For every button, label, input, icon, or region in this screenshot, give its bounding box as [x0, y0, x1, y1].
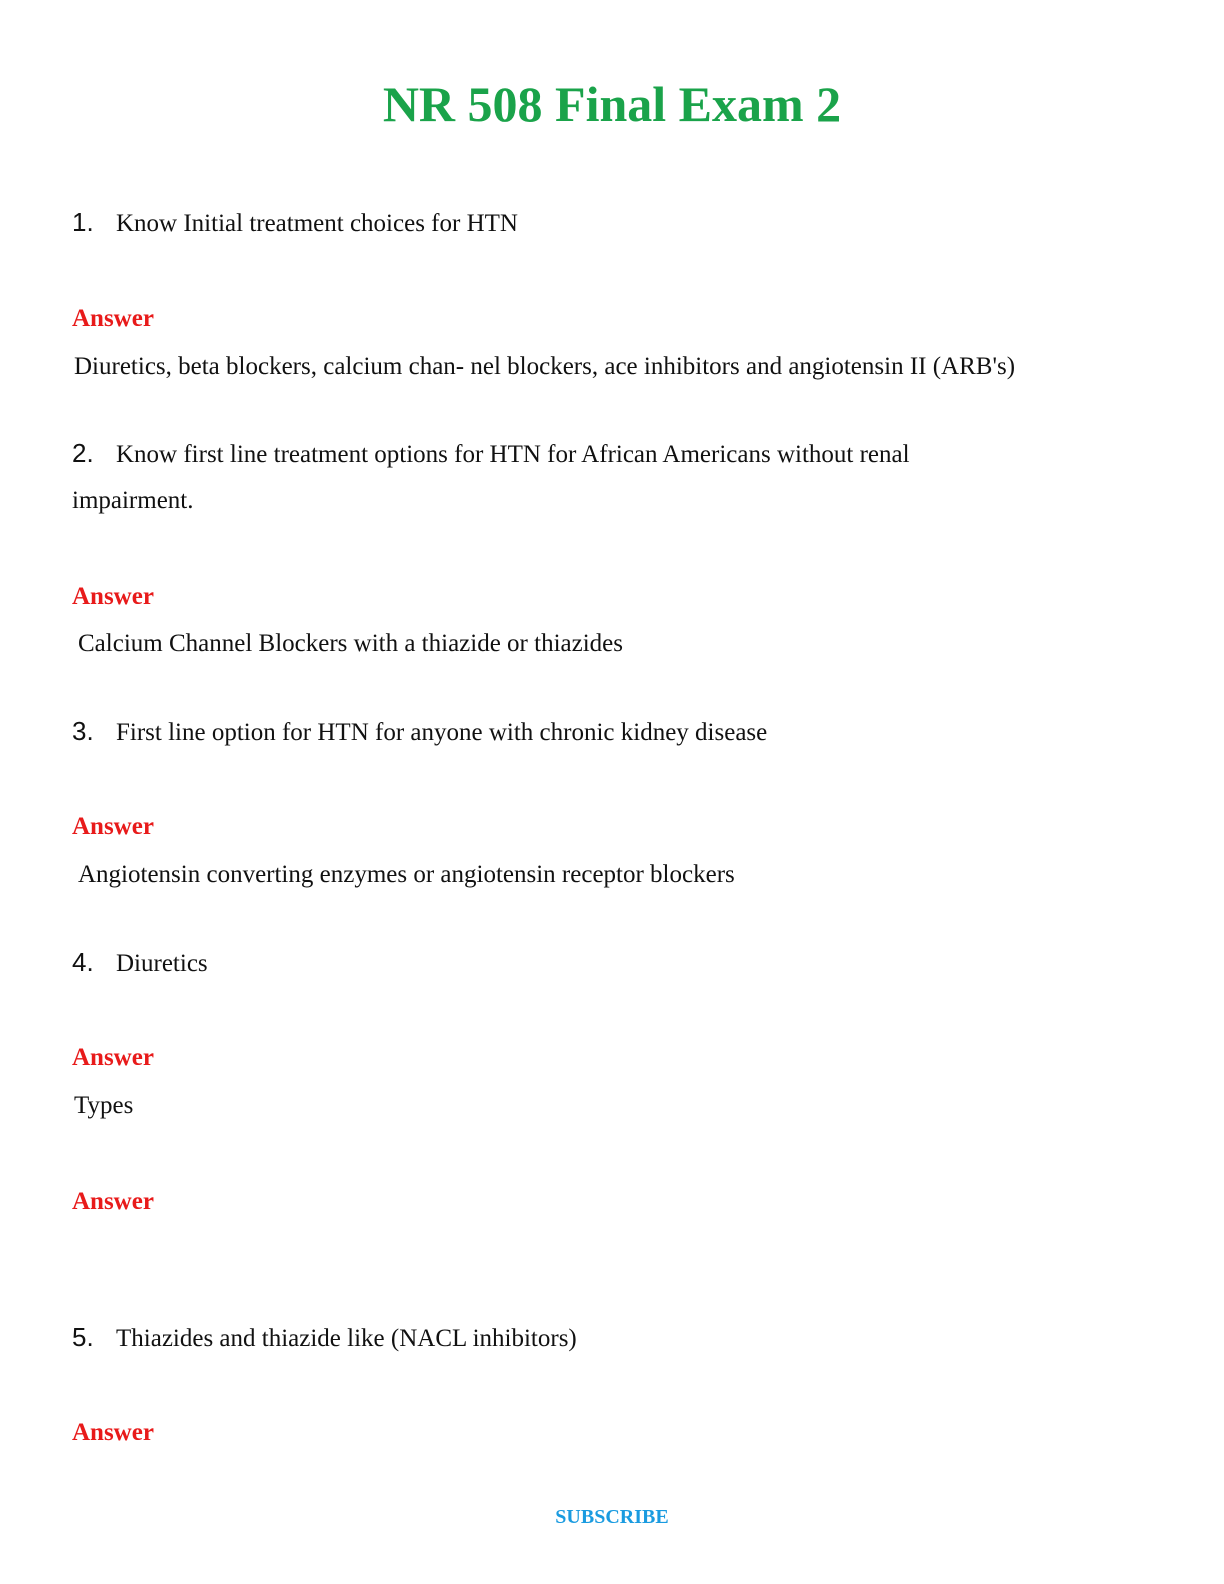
answer-label: Answer	[72, 1188, 154, 1215]
question-text: Thiazides and thiazide like (NACL inhibitors)	[116, 1325, 577, 1352]
answer-text: Types	[74, 1092, 134, 1119]
subscribe-link[interactable]: SUBSCRIBE	[555, 1506, 669, 1528]
question-text: First line option for HTN for anyone with chronic kidney disease	[116, 719, 768, 746]
question-number: 2.	[72, 438, 94, 468]
question-text-continuation: impairment.	[72, 487, 194, 514]
page-title: NR 508 Final Exam 2	[382, 76, 842, 132]
answer-text: Diuretics, beta blockers, calcium chan- nel blockers, ace inhibitors and angiotensin II (ARB's)	[74, 353, 1016, 380]
question-text: Know first line treatment options for HTN for African Americans without renal	[116, 441, 910, 468]
question-3	[72, 707, 767, 757]
answer-label: Answer	[72, 305, 154, 332]
question-5	[72, 1313, 577, 1363]
question-text: Know Initial treatment choices for HTN	[116, 210, 518, 237]
question-number: 4.	[72, 947, 94, 977]
answer-label: Answer	[72, 1419, 154, 1446]
question-4	[72, 938, 208, 988]
question-text: Diuretics	[116, 950, 208, 977]
question-number: 5.	[72, 1322, 94, 1352]
answer-text: Calcium Channel Blockers with a thiazide or thiazides	[78, 630, 623, 657]
answer-label: Answer	[72, 1044, 154, 1071]
answer-text: Angiotensin converting enzymes or angiotensin receptor blockers	[78, 861, 735, 888]
question-2-continuation	[72, 477, 194, 525]
question-number: 1.	[72, 207, 94, 237]
question-number: 3.	[72, 716, 94, 746]
answer-label: Answer	[72, 583, 154, 610]
question-1	[72, 198, 518, 248]
answer-label: Answer	[72, 813, 154, 840]
question-2	[72, 429, 910, 479]
